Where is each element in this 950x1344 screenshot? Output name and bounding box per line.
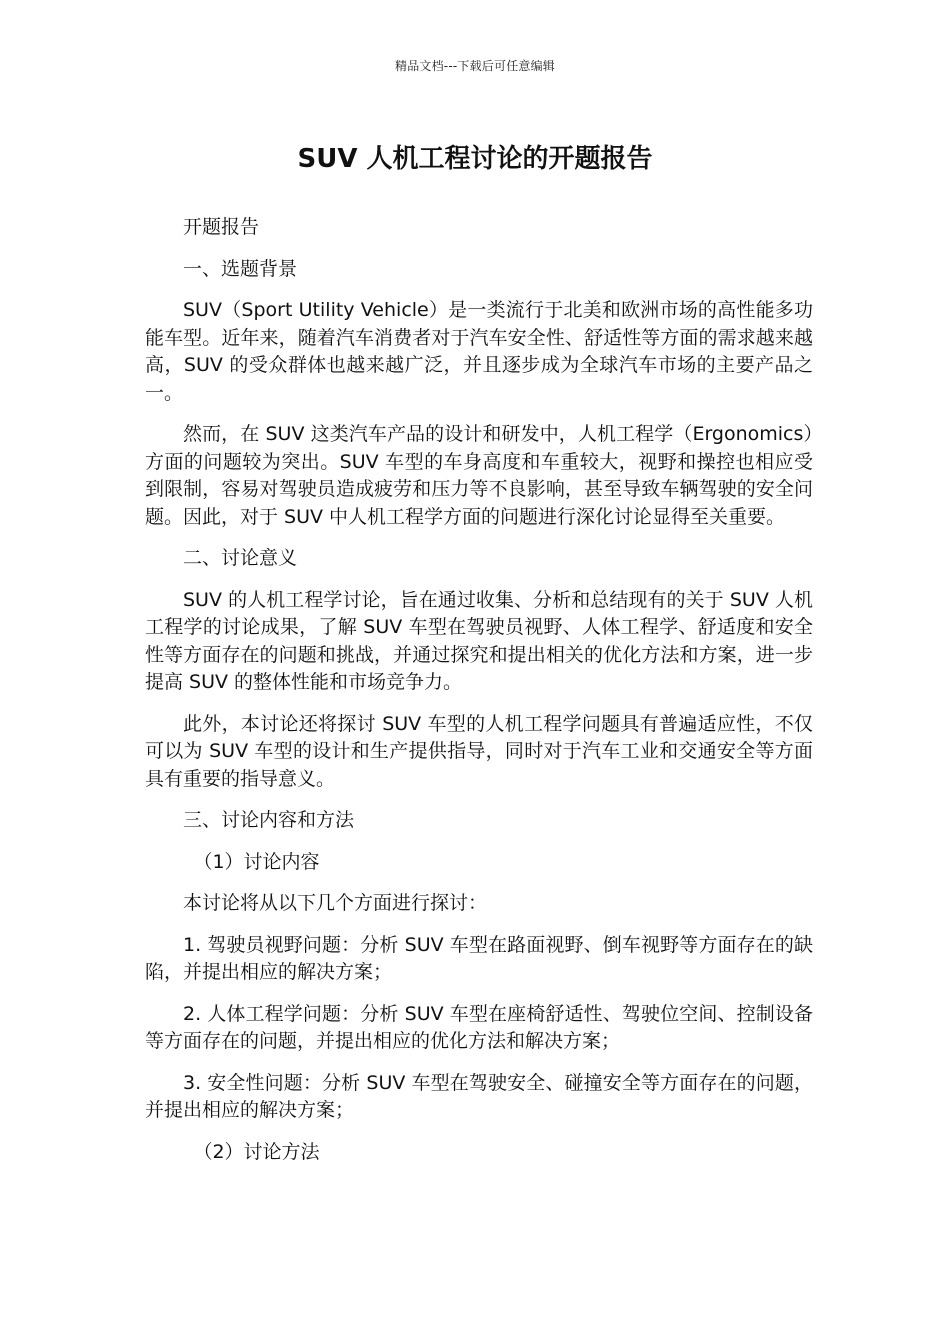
section-label-proposal: 开题报告 bbox=[183, 216, 260, 238]
heading-significance: 二、讨论意义 bbox=[183, 547, 298, 569]
list-item-visibility: 1. 驾驶员视野问题：分析 SUV 车型在路面视野、倒车视野等方面存在的缺陷，并提出相应的解决方案； bbox=[145, 933, 813, 983]
paragraph-background-2: 然而，在 SUV 这类汽车产品的设计和研发中，人机工程学（Ergonomics）方面的问题较为突出。SUV 车型的车身高度和车重较大，视野和操控也相应受到限制，容易对驾驶员造成疲劳和压力等不良影响，甚至导致车辆驾驶的安全问题。因此，对于 SUV 中人机工程学方面的问题进行深化讨论显得至关重要。 bbox=[145, 423, 813, 528]
document-title: SUV 人机工程讨论的开题报告 bbox=[297, 144, 653, 174]
subheading-method: （2）讨论方法 bbox=[193, 1140, 320, 1163]
heading-content-method: 三、讨论内容和方法 bbox=[183, 809, 355, 831]
paragraph-content-intro: 本讨论将从以下几个方面进行探讨： bbox=[183, 892, 488, 914]
paragraph-significance-2: 此外，本讨论还将探讨 SUV 车型的人机工程学问题具有普遍适应性，不仅可以为 SUV 车型的设计和生产提供指导，同时对于汽车工业和交通安全等方面具有重要的指导意义。 bbox=[145, 712, 813, 790]
list-item-ergonomics: 2. 人体工程学问题：分析 SUV 车型在座椅舒适性、驾驶位空间、控制设备等方面存在的问题，并提出相应的优化方法和解决方案； bbox=[145, 1002, 813, 1052]
paragraph-significance-1: SUV 的人机工程学讨论，旨在通过收集、分析和总结现有的关于 SUV 人机工程学的讨论成果，了解 SUV 车型在驾驶员视野、人体工程学、舒适度和安全性等方面存在的问题和挑战，并通过探究和提出相关的优化方法和方案，进一步提高 SUV 的整体性能和市场竞争力。 bbox=[145, 588, 813, 693]
page-header: 精品文档---下载后可任意编辑 bbox=[395, 59, 555, 73]
document-body bbox=[145, 214, 813, 1180]
paragraph-background-1: SUV（Sport Utility Vehicle）是一类流行于北美和欧洲市场的高性能多功能车型。近年来，随着汽车消费者对于汽车安全性、舒适性等方面的需求越来越高，SUV 的受众群体也越来越广泛，并且逐步成为全球汽车市场的主要产品之一。 bbox=[145, 299, 813, 404]
heading-background: 一、选题背景 bbox=[183, 257, 298, 280]
subheading-content: （1）讨论内容 bbox=[193, 850, 320, 873]
list-item-safety: 3. 安全性问题：分析 SUV 车型在驾驶安全、碰撞安全等方面存在的问题，并提出相应的解决方案； bbox=[145, 1071, 813, 1121]
